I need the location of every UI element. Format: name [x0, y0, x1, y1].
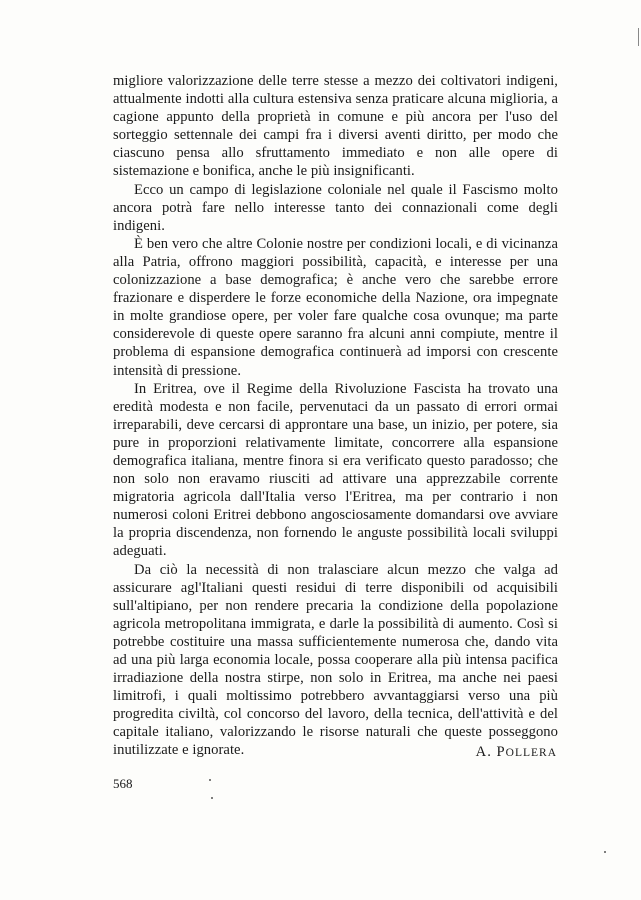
paragraph-2: Ecco un campo di legislazione coloniale nel quale il Fascismo molto ancora potrà fare nello interesse tanto dei connazionali come degli indigeni. [113, 181, 558, 234]
paragraph-4: In Eritrea, ove il Regime della Rivoluzione Fascista ha trovato una eredità modesta e non facile, pervenutaci da un passato di errori ormai irreparabili, deve cercarsi di approntare una base, un inizio, per potere, sia pure in proporzioni relativamente limitate, concorrere alla espansione demografica italiana, mentre finora si era verificato questo paradosso; che non solo non eravamo riusciti ad attivare una apprezzabile corrente migratoria agricola dall'Italia verso l'Eritrea, ma per contrario i non numerosi coloni Eritrei debbono angosciosamente domandarsi ove avviare la propria discendenza, non fornendo le anguste possibilità locali sviluppi adeguati. [113, 380, 558, 560]
signature-rest: OLLERA [505, 747, 557, 759]
print-speck [209, 779, 211, 781]
print-speck [211, 797, 213, 799]
author-signature [476, 744, 557, 761]
signature-first-letter: P [496, 744, 506, 760]
article-body [113, 72, 558, 760]
page-number: 568 [113, 776, 133, 791]
paragraph-3: È ben vero che altre Colonie nostre per condizioni locali, e di vicinanza alla Patria, offrono maggiori possibilità, capacità, e interesse per una colonizzazione a base demografica; è anche vero che sarebbe errore frazionare e disperdere le forze economiche della Nazione, ora impegnate in molte grandiose opere, per voler fare qualche cosa ovunque; ma parte considerevole di queste opere saranno fra alcuni anni compiute, mentre il problema di espansione demografica continuerà ad imporsi con crescente intensità di pressione. [113, 235, 558, 379]
print-speck [604, 851, 606, 853]
signature-initial: A. [475, 744, 492, 760]
paragraph-1: migliore valorizzazione delle terre stesse a mezzo dei coltivatori indigeni, attualmente indotti alla cultura estensiva senza praticare alcuna miglioria, a cagione appunto della proprietà in comune e più ancora per l'uso del sorteggio settennale dei campi fra i diversi aventi diritto, per modo che ciascuno pensa allo sfruttamento immediato e non alle opere di sistemazione e bonifica, anche le più insignificanti. [113, 73, 558, 180]
paragraph-5: Da ciò la necessità di non tralasciare alcun mezzo che valga ad assicurare agl'Italiani questi residui di terre disponibili od acquisibili sull'altipiano, per non rendere precaria la condizione della popolazione agricola metropolitana immigrata, e darle la possibilità di aumento. Così si potrebbe costituire una massa sufficientemente numerosa che, dando vita ad una più larga economia locale, possa cooperare alla più intensa pacifica irradiazione della nostra stirpe, non solo in Eritrea, ma anche nei paesi limitrofi, i quali moltissimo potrebbero avvantaggiarsi verso una più progredita civiltà, col concorso del lavoro, della tecnica, dell'attività e del capitale italiano, valorizzando le risorse naturali che queste posseggono inutilizzate e ignorate. [113, 561, 558, 759]
edge-mark [638, 28, 639, 46]
